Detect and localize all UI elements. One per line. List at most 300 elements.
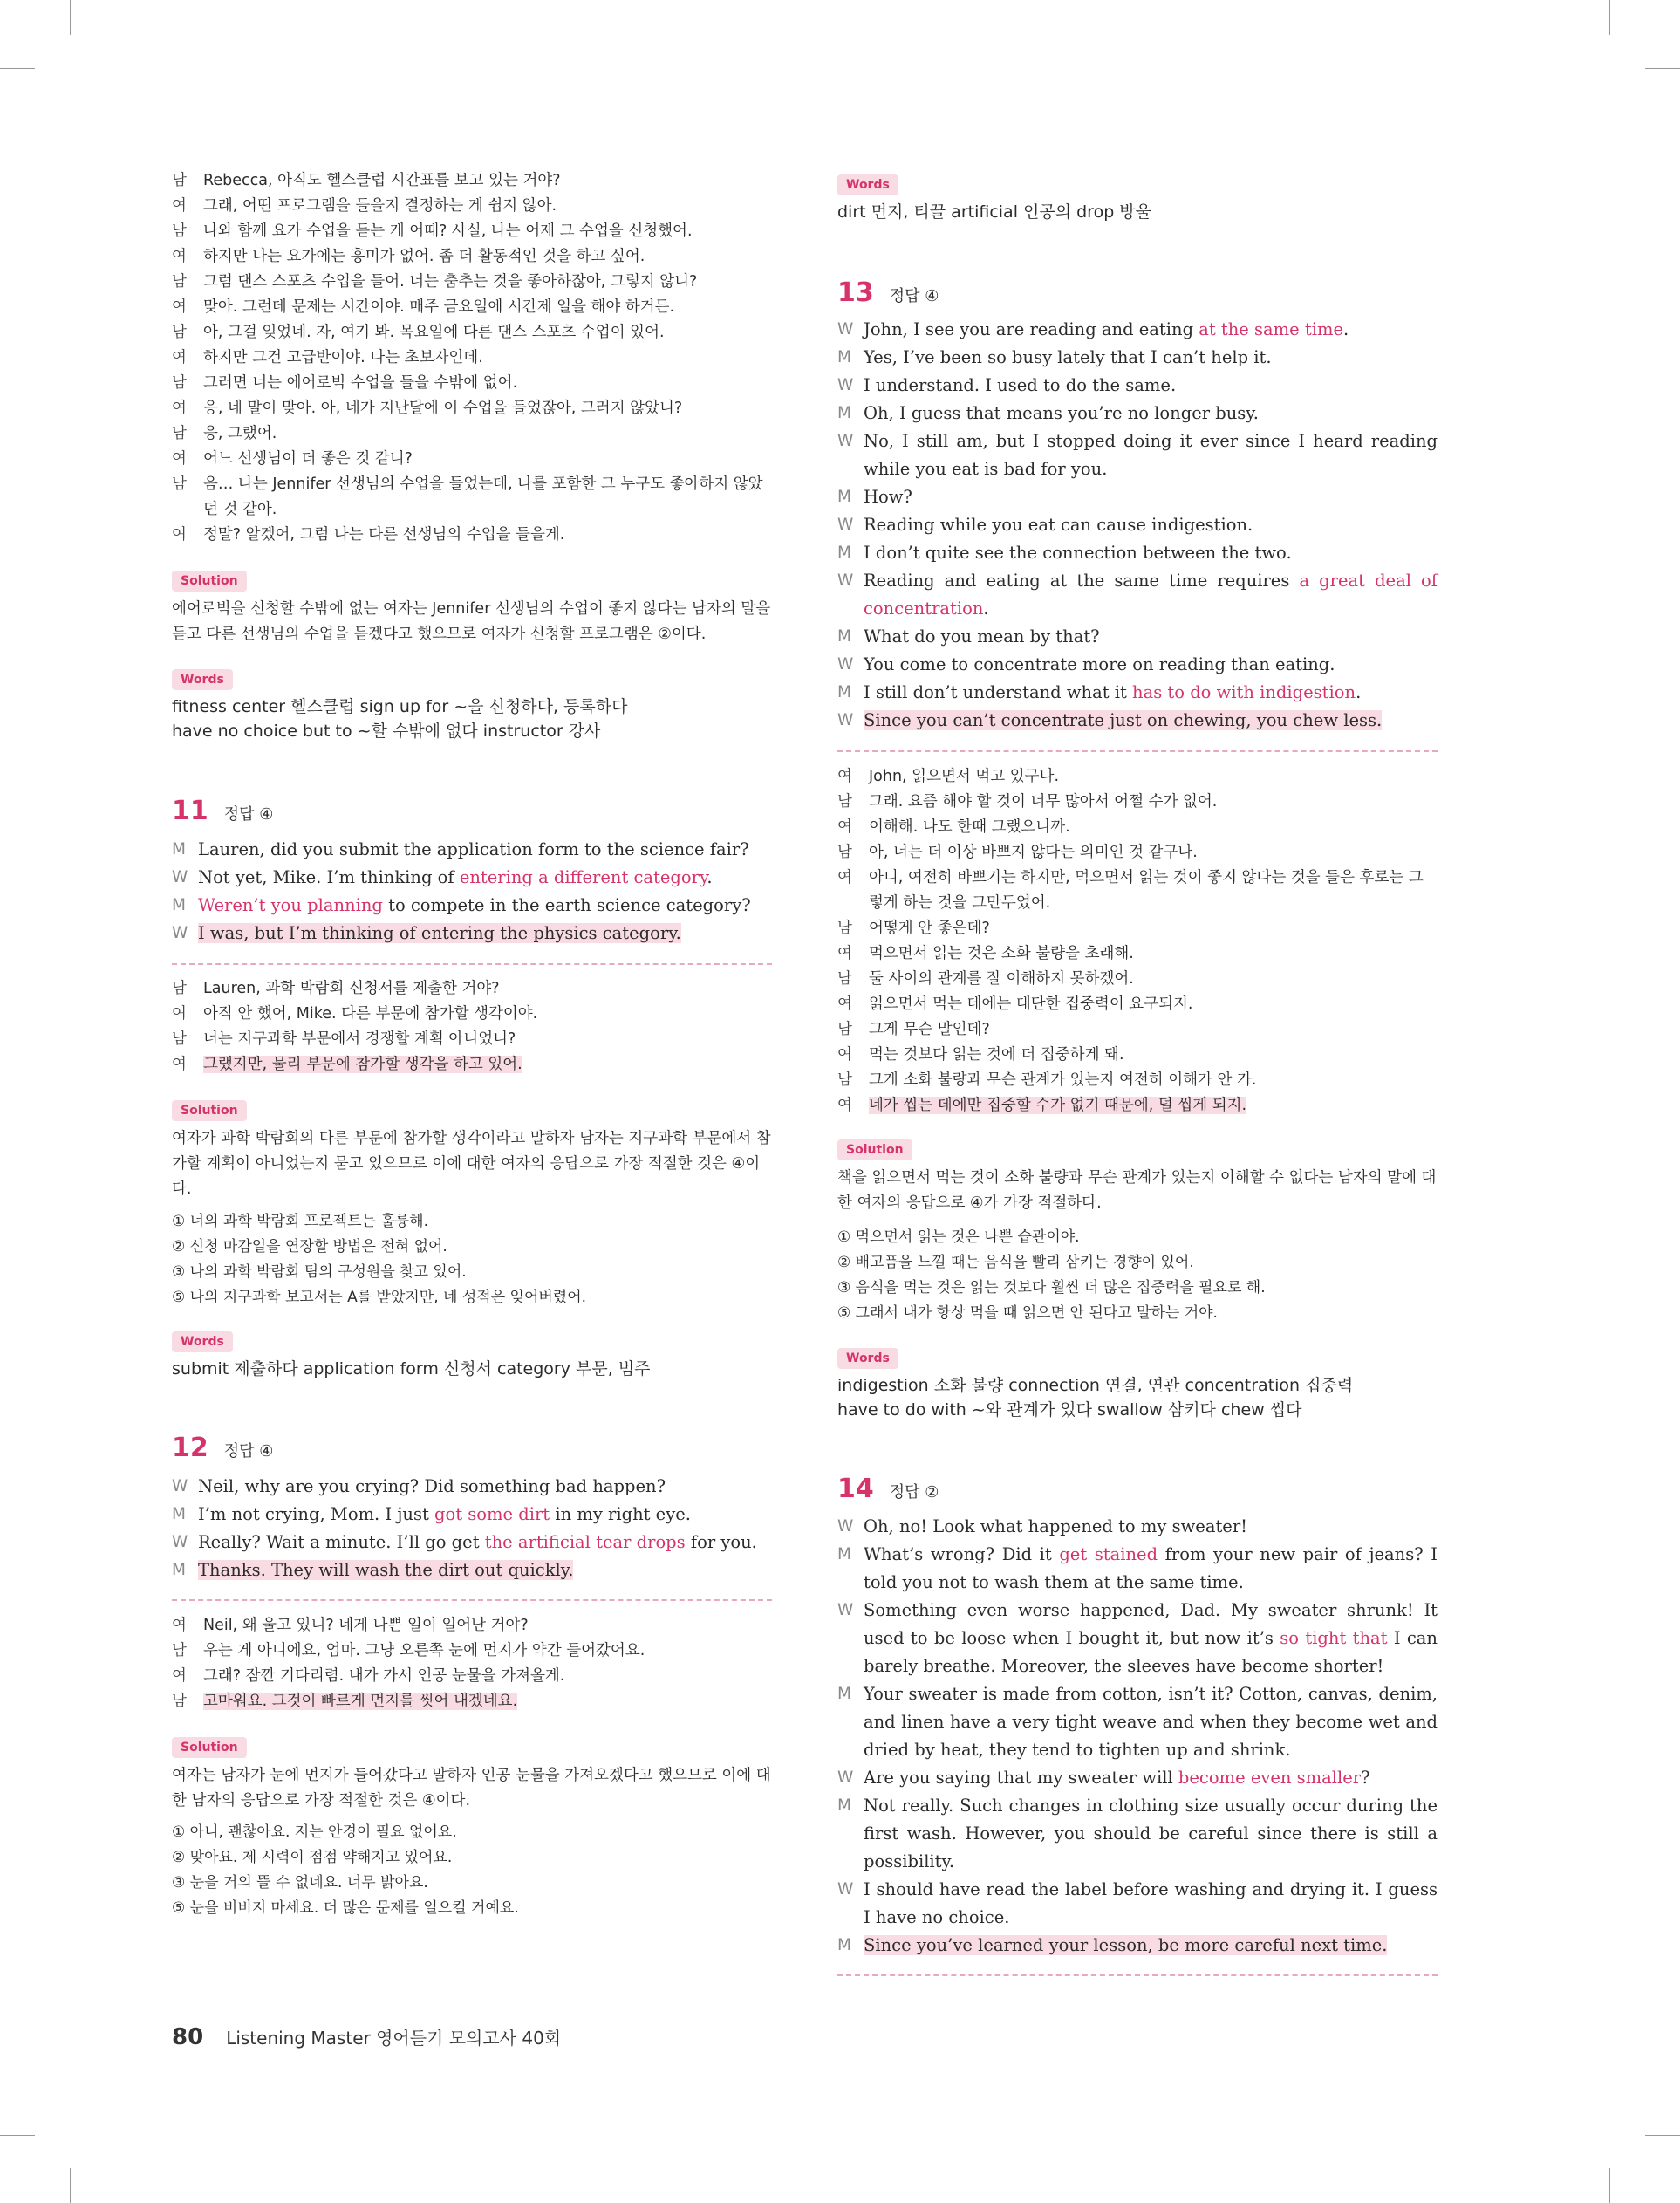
line-text (864, 707, 1438, 735)
dialogue-line (172, 219, 772, 244)
dialogue-line (172, 1052, 772, 1078)
speaker-label: 여 (837, 995, 852, 1013)
answer-option: ② 맞아요. 제 시력이 점점 약해지고 있어요. (172, 1849, 453, 1866)
line-text (869, 764, 1438, 790)
speaker-label: W (172, 868, 188, 886)
text-segment: 그게 무슨 말인데? (869, 1021, 990, 1038)
dialogue-line (837, 539, 1438, 567)
speaker-label: M (837, 627, 851, 646)
speaker-label: 남 (172, 980, 187, 997)
text-segment: 하지만 그건 고급반이야. 나는 초보자인데. (203, 349, 483, 366)
text-segment: 먹으면서 읽는 것은 소화 불량을 초래해. (869, 945, 1134, 962)
dialogue-line (172, 320, 772, 346)
highlighted-phrase: the artificial tear drops (484, 1532, 686, 1552)
crop-mark (0, 2135, 35, 2136)
text-segment: 읽으면서 먹는 데에는 대단한 집중력이 요구되지. (869, 995, 1193, 1013)
text-segment: . (1356, 682, 1362, 702)
crop-mark (70, 2168, 71, 2203)
answer-option: ① 아니, 괜찮아요. 저는 안경이 필요 없어요. (172, 1823, 457, 1841)
answer-label: 정답 ② (889, 1483, 939, 1502)
q13-options (837, 1225, 1438, 1326)
speaker-label: 여 (172, 400, 187, 417)
line-text (864, 316, 1438, 344)
text-segment: Neil, 왜 울고 있니? 네게 나쁜 일이 일어난 거야? (203, 1617, 529, 1634)
dialogue-line (837, 1017, 1438, 1043)
dialogue-line (837, 941, 1438, 967)
speaker-label: M (837, 404, 851, 422)
dialogue-line (172, 371, 772, 396)
text-segment: Not really. Such changes in clothing size usually occur during the first wash. However, you should be careful since there is still a possibility. (864, 1796, 1438, 1871)
dialogue-line (837, 1597, 1438, 1680)
text-segment: Something even worse happened, Dad. My sweater shrunk! It used to be loose when I bought it, but now it’s (864, 1600, 1438, 1648)
crop-mark (0, 68, 35, 69)
text-segment: 먹는 것보다 읽는 것에 더 집중하게 돼. (869, 1046, 1124, 1064)
line-text (198, 1501, 772, 1529)
q13-header (837, 277, 1438, 308)
answer-option: ② 신청 마감일을 연장할 방법은 전혀 없어. (172, 1238, 447, 1255)
q12-english-dialogue (172, 1473, 772, 1584)
line-text (198, 920, 772, 948)
speaker-label: M (837, 488, 851, 506)
text-segment: Since you can’t concentrate just on chewing, you chew less. (864, 710, 1383, 730)
line-text (203, 421, 772, 447)
answer-option: ① 너의 과학 박람회 프로젝트는 훌륭해. (172, 1213, 428, 1230)
speaker-label: 여 (172, 197, 187, 215)
dialogue-line (172, 864, 772, 892)
line-text (203, 168, 772, 194)
line-text (869, 992, 1438, 1017)
line-text (869, 840, 1438, 865)
words-badge: Words (837, 1348, 898, 1369)
dialogue-line (837, 1093, 1438, 1119)
line-text (869, 916, 1438, 941)
dialogue-line (837, 1068, 1438, 1093)
highlighted-phrase: entering a different category (459, 867, 707, 887)
words-badge: Words (172, 1331, 233, 1352)
speaker-label: 남 (837, 970, 852, 988)
dialogue-line (172, 194, 772, 219)
text-segment: I was, but I’m thinking of entering the physics category. (198, 923, 681, 943)
dialogue-line (837, 1680, 1438, 1764)
speaker-label: W (172, 1477, 188, 1495)
question-number: 12 (172, 1433, 208, 1463)
speaker-label: M (172, 896, 186, 914)
speaker-label: W (172, 1533, 188, 1551)
speaker-label: M (837, 1685, 851, 1703)
line-text (203, 1052, 772, 1078)
speaker-label: 남 (172, 1693, 187, 1710)
dialogue-line (837, 567, 1438, 623)
dialogue-line (837, 1043, 1438, 1068)
line-text (869, 1093, 1438, 1119)
speaker-label: 여 (837, 768, 852, 785)
text-segment: to compete in the earth science category? (382, 895, 751, 915)
dialogue-line (172, 976, 772, 1002)
line-text (869, 941, 1438, 967)
dialogue-line (172, 168, 772, 194)
text-segment: Oh, no! Look what happened to my sweater! (864, 1516, 1247, 1536)
q10-korean-dialogue (172, 168, 772, 548)
line-text (198, 892, 772, 920)
dialogue-line (172, 920, 772, 948)
text-segment: 응, 네 말이 맞아. 아, 네가 지난달에 이 수업을 들었잖아, 그러지 않았니? (203, 400, 683, 417)
speaker-label: M (172, 840, 186, 859)
q10-solution (172, 571, 772, 647)
q12-words (837, 174, 1438, 225)
highlighted-phrase: so tight that (1280, 1628, 1388, 1648)
text-segment: Reading and eating at the same time requires (864, 571, 1300, 591)
dialogue-line (172, 1613, 772, 1639)
dialogue-line (172, 892, 772, 920)
line-text (864, 679, 1438, 707)
solution-text: 여자는 남자가 눈에 먼지가 들어갔다고 말하자 인공 눈물을 가져오겠다고 했으므로 이에 대한 남자의 응답으로 가장 적절한 것은 ④이다. (172, 1767, 771, 1810)
line-text (203, 320, 772, 346)
dialogue-line (172, 346, 772, 371)
line-text (203, 1613, 772, 1639)
q13-korean-dialogue (837, 764, 1438, 1119)
line-text (864, 400, 1438, 428)
speaker-label: W (837, 711, 854, 729)
dialogue-line (172, 1473, 772, 1501)
dialogue-line (837, 1764, 1438, 1792)
q14-header (837, 1474, 1438, 1504)
speaker-label: 여 (172, 450, 187, 468)
q10-words (172, 669, 772, 744)
text-segment: Are you saying that my sweater will (864, 1768, 1178, 1788)
text-segment: No, I still am, but I stopped doing it ever since I heard reading while you eat is bad for you. (864, 431, 1438, 479)
dialogue-line (837, 790, 1438, 815)
dialogue-line (837, 651, 1438, 679)
crop-mark (1645, 68, 1680, 69)
speaker-label: W (837, 1880, 854, 1899)
line-text (203, 1002, 772, 1027)
line-text (203, 244, 772, 270)
text-segment: I should have read the label before washing and drying it. I guess I have no choice. (864, 1879, 1438, 1927)
question-number: 11 (172, 796, 208, 826)
line-text (203, 1664, 772, 1689)
line-text (203, 194, 772, 219)
speaker-label: 남 (172, 374, 187, 392)
speaker-label: 여 (172, 526, 187, 544)
text-segment: I understand. I used to do the same. (864, 375, 1177, 395)
speaker-label: 남 (837, 844, 852, 861)
dialogue-line (837, 483, 1438, 511)
highlighted-phrase: got some dirt (434, 1504, 550, 1524)
dialogue-line (837, 400, 1438, 428)
answer-label: 정답 ④ (223, 805, 274, 824)
line-text (203, 447, 772, 472)
line-text (198, 1529, 772, 1556)
speaker-label: W (837, 376, 854, 394)
highlighted-phrase: a great deal of concentration (864, 571, 1438, 619)
line-text (864, 539, 1438, 567)
text-segment: 음… 나는 Jennifer 선생님의 수업을 들었는데, 나를 포함한 그 누구도 좋아하지 않았던 것 같아. (203, 475, 763, 518)
solution-text: 여자가 과학 박람회의 다른 부문에 참가할 생각이라고 말하자 남자는 지구과학 부문에서 참가할 계획이 아니었는지 묻고 있으므로 이에 대한 여자의 응답으로 가장 적절한 것은 ④이다. (172, 1130, 771, 1198)
text-segment: 아니, 여전히 바쁘기는 하지만, 먹으면서 읽는 것이 좋지 않다는 것을 들은 후로는 그렇게 하는 것을 그만두었어. (869, 869, 1424, 912)
speaker-label: 남 (837, 920, 852, 937)
answer-option: ⑤ 나의 지구과학 보고서는 A를 받았지만, 네 성적은 잊어버렸어. (172, 1289, 587, 1306)
q13-solution (837, 1139, 1438, 1216)
text-segment: John, 읽으면서 먹고 있구나. (869, 768, 1060, 785)
text-segment: ? (1361, 1768, 1370, 1788)
text-segment: in my right eye. (550, 1504, 691, 1524)
line-text (864, 1680, 1438, 1764)
text-segment: 그랬지만, 물리 부문에 참가할 생각을 하고 있어. (203, 1056, 522, 1073)
crop-mark (70, 0, 71, 35)
dialogue-line (837, 679, 1438, 707)
dialogue-line (172, 1501, 772, 1529)
answer-option: ③ 눈을 거의 뜰 수 없네요. 너무 밝아요. (172, 1874, 428, 1892)
line-text (864, 1792, 1438, 1876)
speaker-label: 남 (172, 1642, 187, 1659)
text-segment: What’s wrong? Did it (864, 1544, 1060, 1564)
page-number: 80 (172, 2024, 204, 2050)
line-text (198, 864, 772, 892)
dialogue-line (172, 1002, 772, 1027)
text-segment: 어느 선생님이 더 좋은 것 같니? (203, 450, 413, 468)
dashed-divider (172, 963, 772, 965)
line-text (864, 1541, 1438, 1597)
dialogue-line (172, 523, 772, 548)
dialogue-line (837, 992, 1438, 1017)
speaker-label: 여 (837, 1046, 852, 1064)
line-text (864, 1597, 1438, 1680)
dialogue-line (837, 865, 1438, 916)
text-segment: 우는 게 아니에요, 엄마. 그냥 오른쪽 눈에 먼지가 약간 들어갔어요. (203, 1642, 645, 1659)
text-segment: Since you’ve learned your lesson, be more careful next time. (864, 1935, 1388, 1955)
words-line: submit 제출하다 application form 신청서 category 부문, 범주 (172, 1359, 651, 1379)
dialogue-line (837, 1513, 1438, 1541)
line-text (864, 1876, 1438, 1932)
answer-option: ⑤ 눈을 비비지 마세요. 더 많은 문제를 일으킬 거예요. (172, 1899, 519, 1917)
q12-korean-dialogue (172, 1613, 772, 1714)
text-segment: Neil, why are you crying? Did something bad happen? (198, 1476, 666, 1496)
highlighted-phrase: Weren’t you planning (198, 895, 383, 915)
dashed-divider (837, 750, 1438, 752)
speaker-label: 여 (837, 869, 852, 886)
text-segment: 그래. 요즘 해야 할 것이 너무 많아서 어쩔 수가 없어. (869, 793, 1218, 811)
words-line: have to do with ~와 관계가 있다 swallow 삼키다 chew 씹다 (837, 1400, 1302, 1420)
speaker-label: 여 (837, 1097, 852, 1114)
text-segment: Yes, I’ve been so busy lately that I can’t help it. (864, 347, 1272, 367)
q13-english-dialogue (837, 316, 1438, 735)
speaker-label: W (837, 1517, 854, 1536)
text-segment: Not yet, Mike. I’m thinking of (198, 867, 460, 887)
words-badge: Words (837, 174, 898, 195)
words-line: have no choice but to ~할 수밖에 없다 instructor 강사 (172, 722, 601, 741)
line-text (203, 472, 772, 523)
answer-option: ① 먹으면서 읽는 것은 나쁜 습관이야. (837, 1228, 1080, 1246)
page-footer (172, 2024, 561, 2050)
text-segment: Your sweater is made from cotton, isn’t it? Cotton, canvas, denim, and linen have a very tight weave and when they become wet and dried by heat, they tend to tighten up and shrink. (864, 1684, 1438, 1760)
speaker-label: M (172, 1561, 186, 1579)
dashed-divider (837, 1974, 1438, 1976)
text-segment: 정말? 알겠어, 그럼 나는 다른 선생님의 수업을 들을게. (203, 526, 565, 544)
line-text (869, 1043, 1438, 1068)
speaker-label: 남 (172, 222, 187, 240)
speaker-label: M (837, 1545, 851, 1563)
answer-option: ⑤ 그래서 내가 항상 먹을 때 읽으면 안 된다고 말하는 거야. (837, 1304, 1218, 1322)
q12-options (172, 1820, 772, 1921)
solution-badge: Solution (837, 1139, 912, 1160)
speaker-label: 남 (172, 1030, 187, 1048)
dialogue-line (172, 1027, 772, 1052)
highlighted-phrase: get stained (1059, 1544, 1158, 1564)
line-text (864, 428, 1438, 483)
line-text (864, 1764, 1438, 1792)
text-segment: 어떻게 안 좋은데? (869, 920, 990, 937)
line-text (864, 372, 1438, 400)
text-segment: 하지만 나는 요가에는 흥미가 없어. 좀 더 활동적인 것을 하고 싶어. (203, 248, 645, 265)
text-segment: Thanks. They will wash the dirt out quickly. (198, 1560, 574, 1580)
line-text (198, 1473, 772, 1501)
q11-solution (172, 1100, 772, 1202)
line-text (864, 511, 1438, 539)
answer-label: 정답 ④ (889, 287, 939, 305)
text-segment: I still don’t understand what it (864, 682, 1133, 702)
text-segment: I can barely breathe. Moreover, the sleeves have become shorter! (864, 1628, 1438, 1676)
text-segment: . (707, 867, 713, 887)
speaker-label: M (837, 348, 851, 366)
q12-solution (172, 1737, 772, 1814)
speaker-label: 여 (172, 349, 187, 366)
speaker-label: W (837, 516, 854, 534)
line-text (864, 1513, 1438, 1541)
solution-badge: Solution (172, 571, 247, 592)
dialogue-line (837, 316, 1438, 344)
q11-english-dialogue (172, 836, 772, 948)
line-text (203, 295, 772, 320)
text-segment: 아직 안 했어, Mike. 다른 부문에 참가할 생각이야. (203, 1005, 538, 1023)
solution-badge: Solution (172, 1100, 247, 1121)
dialogue-line (172, 396, 772, 421)
line-text (869, 1068, 1438, 1093)
speaker-label: M (837, 1936, 851, 1954)
crop-mark (1645, 2135, 1680, 2136)
text-segment: I’m not crying, Mom. I just (198, 1504, 435, 1524)
speaker-label: 남 (837, 793, 852, 811)
line-text (203, 523, 772, 548)
text-segment: Oh, I guess that means you’re no longer busy. (864, 403, 1259, 423)
answer-label: 정답 ④ (223, 1442, 274, 1461)
line-text (869, 1017, 1438, 1043)
text-segment: 나와 함께 요가 수업을 듣는 게 어때? 사실, 나는 어제 그 수업을 신청했어. (203, 222, 693, 240)
dialogue-line (172, 1556, 772, 1584)
speaker-label: W (837, 1769, 854, 1787)
q12-header (172, 1433, 772, 1463)
speaker-label: W (837, 571, 854, 590)
dialogue-line (172, 1529, 772, 1556)
text-segment: 너는 지구과학 부문에서 경쟁할 계획 아니었니? (203, 1030, 516, 1048)
speaker-label: 여 (172, 1005, 187, 1023)
dialogue-line (837, 511, 1438, 539)
crop-mark (1609, 0, 1610, 35)
words-badge: Words (172, 669, 233, 690)
text-segment: 둘 사이의 관계를 잘 이해하지 못하겠어. (869, 970, 1134, 988)
text-segment: Reading while you eat can cause indigestion. (864, 515, 1253, 535)
line-text (864, 344, 1438, 372)
speaker-label: 여 (172, 1667, 187, 1685)
text-segment: You come to concentrate more on reading than eating. (864, 654, 1335, 674)
speaker-label: 남 (172, 475, 187, 493)
q11-words (172, 1331, 772, 1382)
line-text (203, 371, 772, 396)
text-segment: 그게 소화 불량과 무슨 관계가 있는지 여전히 이해가 안 가. (869, 1071, 1257, 1089)
speaker-label: W (837, 320, 854, 339)
dialogue-line (837, 1792, 1438, 1876)
text-segment: 네가 씹는 데에만 집중할 수가 없기 때문에, 덜 씹게 되지. (869, 1097, 1247, 1114)
line-text (869, 865, 1438, 916)
text-segment: from your new pair of jeans? I told you not to wash them at the same time. (864, 1544, 1438, 1592)
solution-badge: Solution (172, 1737, 247, 1758)
line-text (203, 1027, 772, 1052)
speaker-label: 남 (172, 425, 187, 442)
text-segment: 그래? 잠깐 기다리렴. 내가 가서 인공 눈물을 가져올게. (203, 1667, 565, 1685)
line-text (869, 790, 1438, 815)
speaker-label: M (837, 683, 851, 701)
text-segment: How? (864, 487, 912, 507)
dialogue-line (837, 1932, 1438, 1960)
dialogue-line (837, 707, 1438, 735)
text-segment: Lauren, did you submit the application form to the science fair? (198, 839, 749, 859)
text-segment: . (983, 599, 989, 619)
dialogue-line (837, 840, 1438, 865)
text-segment: Lauren, 과학 박람회 신청서를 제출한 거야? (203, 980, 500, 997)
dialogue-line (837, 916, 1438, 941)
line-text (198, 1556, 772, 1584)
line-text (864, 623, 1438, 651)
line-text (203, 270, 772, 295)
words-line: dirt 먼지, 티끌 artificial 인공의 drop 방울 (837, 202, 1152, 222)
line-text (864, 483, 1438, 511)
text-segment: What do you mean by that? (864, 626, 1100, 647)
speaker-label: 남 (172, 324, 187, 341)
dialogue-line (172, 1689, 772, 1714)
text-segment: Really? Wait a minute. I’ll go get (198, 1532, 485, 1552)
dialogue-line (172, 1664, 772, 1689)
dialogue-line (837, 372, 1438, 400)
line-text (864, 567, 1438, 623)
dialogue-line (837, 967, 1438, 992)
q13-words (837, 1348, 1438, 1423)
speaker-label: 여 (172, 1056, 187, 1073)
speaker-label: 여 (172, 248, 187, 265)
line-text (203, 219, 772, 244)
dialogue-line (172, 295, 772, 320)
dialogue-line (172, 447, 772, 472)
text-segment: 아, 그걸 잊었네. 자, 여기 봐. 목요일에 다른 댄스 스포츠 수업이 있어. (203, 324, 665, 341)
speaker-label: 남 (837, 1021, 852, 1038)
speaker-label: M (837, 1796, 851, 1815)
answer-option: ③ 나의 과학 박람회 팀의 구성원을 찾고 있어. (172, 1263, 467, 1281)
speaker-label: W (837, 1601, 854, 1619)
speaker-label: 여 (172, 298, 187, 316)
text-segment: 그럼 댄스 스포츠 수업을 들어. 너는 춤추는 것을 좋아하잖아, 그렇지 않니? (203, 273, 698, 291)
dialogue-line (172, 244, 772, 270)
highlighted-phrase: become even smaller (1178, 1768, 1362, 1788)
dashed-divider (172, 1599, 772, 1601)
dialogue-line (837, 1876, 1438, 1932)
line-text (203, 1689, 772, 1714)
line-text (203, 346, 772, 371)
question-number: 14 (837, 1474, 874, 1504)
dialogue-line (172, 836, 772, 864)
answer-option: ② 배고픔을 느낄 때는 음식을 빨리 삼키는 경향이 있어. (837, 1254, 1194, 1271)
dialogue-line (837, 344, 1438, 372)
dialogue-line (172, 270, 772, 295)
text-segment: 이해해. 나도 한때 그랬으니까. (869, 818, 1070, 836)
speaker-label: 여 (837, 945, 852, 962)
